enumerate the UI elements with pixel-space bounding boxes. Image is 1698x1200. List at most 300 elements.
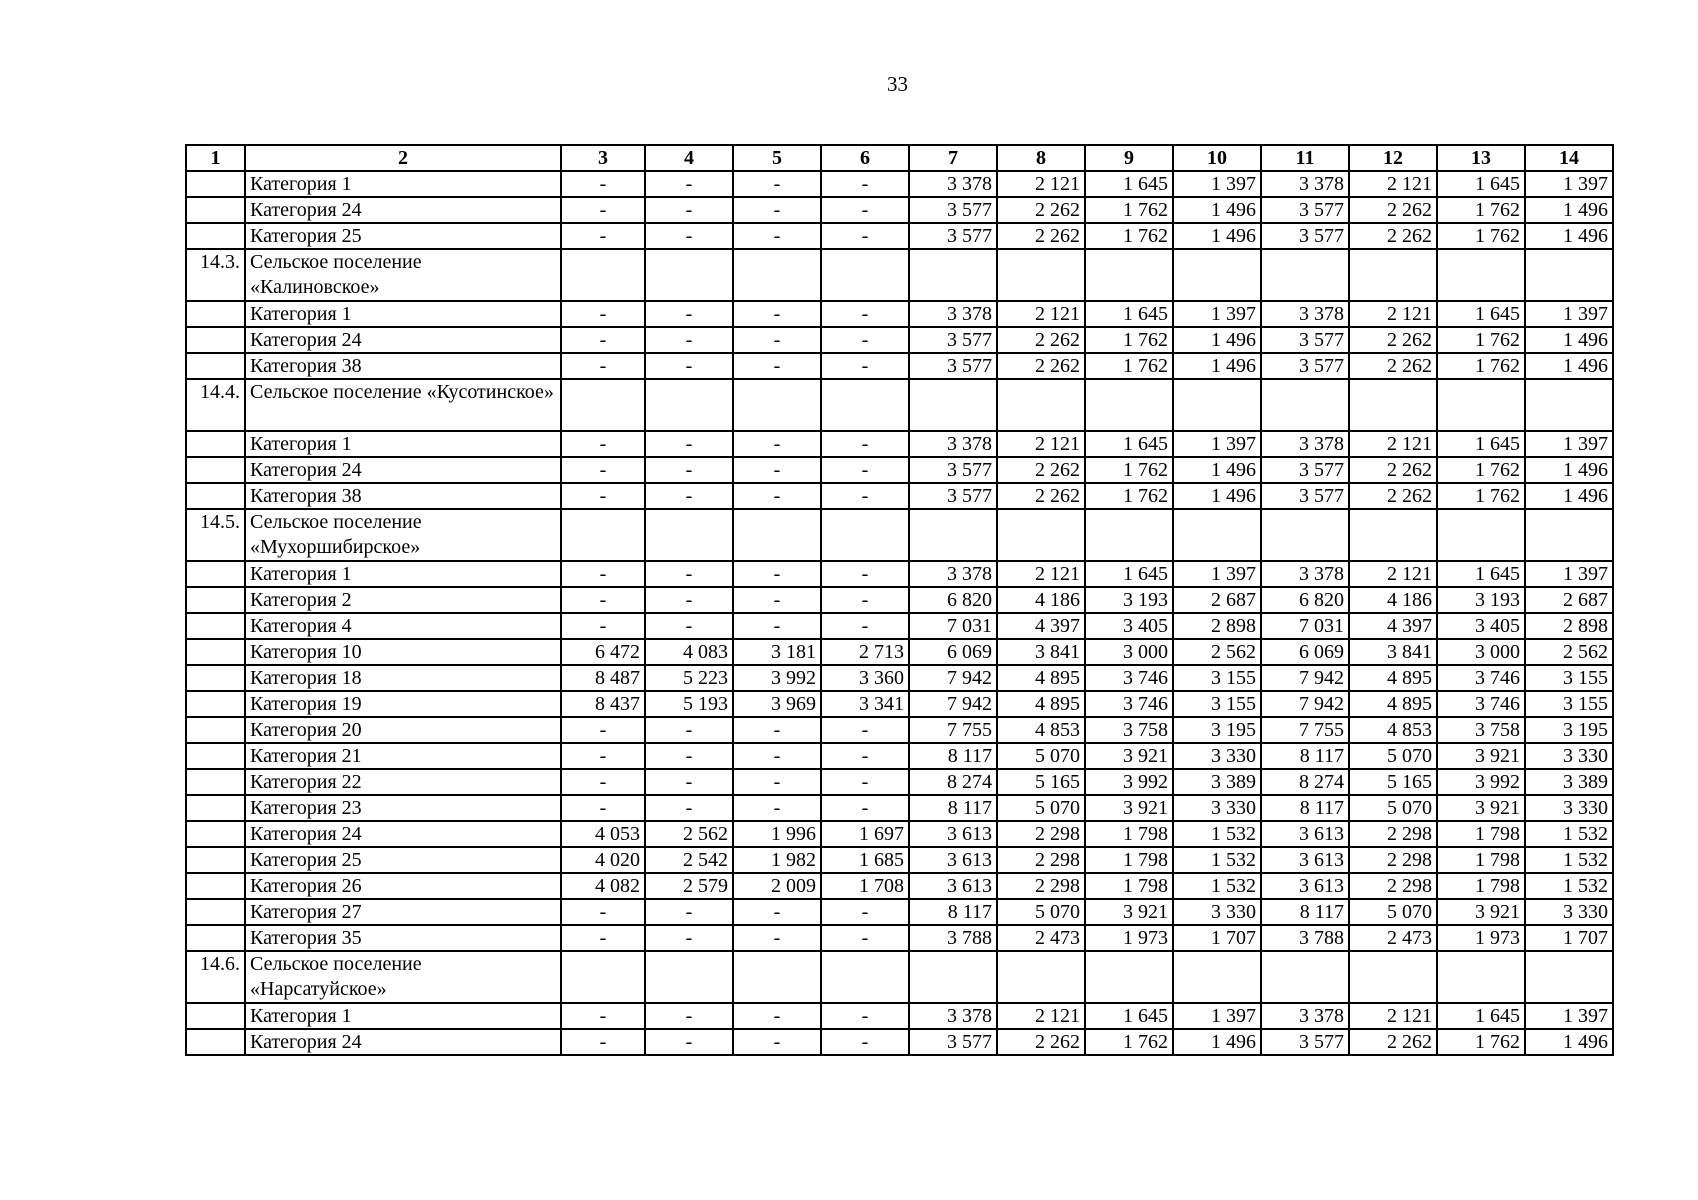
- cell-value: 3 613: [1261, 873, 1349, 899]
- cell-value: 8 117: [909, 899, 997, 925]
- cell-value: 3 992: [733, 665, 821, 691]
- cell-value: [1261, 379, 1349, 431]
- row-name: Категория 24: [245, 457, 561, 483]
- cell-value: 3 577: [1261, 1029, 1349, 1055]
- cell-value: [1525, 951, 1613, 1003]
- cell-value: -: [645, 301, 733, 327]
- cell-value: [1085, 951, 1173, 1003]
- cell-value: 6 472: [561, 639, 645, 665]
- cell-value: 3 330: [1525, 743, 1613, 769]
- cell-value: [1085, 509, 1173, 561]
- cell-value: -: [561, 353, 645, 379]
- row-name: Категория 1: [245, 431, 561, 457]
- cell-value: 3 378: [909, 301, 997, 327]
- cell-value: -: [645, 587, 733, 613]
- cell-value: [909, 379, 997, 431]
- row-name: Категория 26: [245, 873, 561, 899]
- cell-value: -: [821, 925, 909, 951]
- row-code: [186, 691, 245, 717]
- cell-value: 3 389: [1173, 769, 1261, 795]
- row-name: Категория 24: [245, 327, 561, 353]
- cell-value: 6 069: [909, 639, 997, 665]
- table-row: [186, 873, 1613, 899]
- cell-value: 1 496: [1173, 353, 1261, 379]
- column-header: 10: [1173, 145, 1261, 171]
- row-name: Категория 1: [245, 301, 561, 327]
- cell-value: -: [821, 1003, 909, 1029]
- cell-value: [821, 379, 909, 431]
- cell-value: -: [821, 327, 909, 353]
- cell-value: -: [561, 301, 645, 327]
- cell-value: 1 798: [1437, 821, 1525, 847]
- row-code: [186, 925, 245, 951]
- cell-value: 1 973: [1085, 925, 1173, 951]
- cell-value: 6 820: [909, 587, 997, 613]
- row-code: [186, 353, 245, 379]
- row-name: Сельское поселение «Калиновское»: [245, 249, 561, 301]
- cell-value: 3 746: [1437, 665, 1525, 691]
- cell-value: 1 496: [1173, 223, 1261, 249]
- cell-value: 3 360: [821, 665, 909, 691]
- cell-value: 1 532: [1525, 847, 1613, 873]
- cell-value: [997, 249, 1085, 301]
- cell-value: 3 841: [1349, 639, 1437, 665]
- row-name: Категория 18: [245, 665, 561, 691]
- cell-value: 1 762: [1085, 1029, 1173, 1055]
- cell-value: 3 378: [1261, 171, 1349, 197]
- cell-value: 2 687: [1173, 587, 1261, 613]
- cell-value: [1261, 249, 1349, 301]
- table-row: [186, 639, 1613, 665]
- cell-value: 3 330: [1173, 743, 1261, 769]
- cell-value: -: [821, 717, 909, 743]
- cell-value: -: [733, 769, 821, 795]
- row-name: Категория 38: [245, 483, 561, 509]
- cell-value: 8 117: [909, 795, 997, 821]
- row-name: Категория 10: [245, 639, 561, 665]
- cell-value: 2 121: [1349, 561, 1437, 587]
- table-row: [186, 353, 1613, 379]
- row-name: Сельское поселение «Нарсатуйское»: [245, 951, 561, 1003]
- column-header: 5: [733, 145, 821, 171]
- cell-value: -: [821, 197, 909, 223]
- cell-value: 8 117: [909, 743, 997, 769]
- cell-value: 4 083: [645, 639, 733, 665]
- row-name: Категория 19: [245, 691, 561, 717]
- cell-value: 5 070: [1349, 899, 1437, 925]
- cell-value: [1349, 379, 1437, 431]
- cell-value: 5 193: [645, 691, 733, 717]
- cell-value: 3 758: [1437, 717, 1525, 743]
- table-row: [186, 561, 1613, 587]
- cell-value: -: [733, 1029, 821, 1055]
- cell-value: -: [561, 1003, 645, 1029]
- cell-value: 3 921: [1437, 795, 1525, 821]
- cell-value: 1 973: [1437, 925, 1525, 951]
- row-name: Категория 1: [245, 561, 561, 587]
- cell-value: 1 645: [1085, 561, 1173, 587]
- cell-value: -: [561, 613, 645, 639]
- table-row: [186, 899, 1613, 925]
- cell-value: [909, 951, 997, 1003]
- cell-value: 1 685: [821, 847, 909, 873]
- cell-value: 4 853: [997, 717, 1085, 743]
- cell-value: 3 378: [1261, 1003, 1349, 1029]
- cell-value: -: [561, 561, 645, 587]
- cell-value: 5 070: [1349, 795, 1437, 821]
- cell-value: -: [561, 587, 645, 613]
- cell-value: 3 577: [1261, 327, 1349, 353]
- cell-value: 1 762: [1085, 327, 1173, 353]
- cell-value: 3 577: [909, 327, 997, 353]
- row-name: Категория 1: [245, 171, 561, 197]
- cell-value: 2 713: [821, 639, 909, 665]
- cell-value: 2 473: [997, 925, 1085, 951]
- cell-value: 2 121: [997, 301, 1085, 327]
- row-name: Категория 22: [245, 769, 561, 795]
- table-row: [186, 301, 1613, 327]
- cell-value: 2 898: [1173, 613, 1261, 639]
- row-name: Сельское поселение «Мухоршибирское»: [245, 509, 561, 561]
- cell-value: -: [821, 223, 909, 249]
- cell-value: 5 165: [997, 769, 1085, 795]
- cell-value: -: [821, 353, 909, 379]
- table-row: [186, 665, 1613, 691]
- cell-value: -: [821, 1029, 909, 1055]
- cell-value: 1 645: [1437, 1003, 1525, 1029]
- cell-value: 3 330: [1173, 899, 1261, 925]
- row-code: [186, 639, 245, 665]
- cell-value: 4 853: [1349, 717, 1437, 743]
- cell-value: 1 707: [1173, 925, 1261, 951]
- cell-value: 4 895: [997, 665, 1085, 691]
- cell-value: 2 121: [1349, 1003, 1437, 1029]
- cell-value: [645, 379, 733, 431]
- cell-value: -: [645, 171, 733, 197]
- cell-value: 2 542: [645, 847, 733, 873]
- cell-value: 1 496: [1525, 197, 1613, 223]
- cell-value: 1 762: [1085, 483, 1173, 509]
- cell-value: 3 378: [909, 1003, 997, 1029]
- cell-value: 3 155: [1525, 691, 1613, 717]
- table-body: [186, 171, 1613, 1055]
- cell-value: 3 405: [1437, 613, 1525, 639]
- cell-value: 5 070: [997, 743, 1085, 769]
- column-header: 8: [997, 145, 1085, 171]
- row-name: Категория 21: [245, 743, 561, 769]
- cell-value: 3 613: [1261, 821, 1349, 847]
- cell-value: -: [821, 171, 909, 197]
- cell-value: [561, 509, 645, 561]
- cell-value: 3 921: [1085, 795, 1173, 821]
- cell-value: [1173, 951, 1261, 1003]
- column-header: 3: [561, 145, 645, 171]
- cell-value: 3 788: [1261, 925, 1349, 951]
- cell-value: 3 577: [1261, 197, 1349, 223]
- cell-value: 8 274: [909, 769, 997, 795]
- cell-value: 7 755: [909, 717, 997, 743]
- cell-value: -: [821, 613, 909, 639]
- row-name: Категория 24: [245, 821, 561, 847]
- cell-value: 2 262: [997, 197, 1085, 223]
- cell-value: 2 262: [997, 327, 1085, 353]
- cell-value: 3 155: [1173, 691, 1261, 717]
- row-name: Категория 4: [245, 613, 561, 639]
- table-row: [186, 847, 1613, 873]
- cell-value: [645, 951, 733, 1003]
- cell-value: 1 496: [1525, 457, 1613, 483]
- row-name: Категория 35: [245, 925, 561, 951]
- column-header: 12: [1349, 145, 1437, 171]
- cell-value: 1 798: [1437, 873, 1525, 899]
- cell-value: 3 181: [733, 639, 821, 665]
- cell-value: -: [821, 769, 909, 795]
- cell-value: -: [733, 353, 821, 379]
- cell-value: -: [733, 795, 821, 821]
- cell-value: 2 262: [1349, 457, 1437, 483]
- cell-value: 3 155: [1525, 665, 1613, 691]
- table-header-row: [186, 145, 1613, 171]
- row-code: 14.6.: [186, 951, 245, 1003]
- cell-value: [1173, 379, 1261, 431]
- cell-value: 2 298: [1349, 873, 1437, 899]
- cell-value: 3 921: [1085, 899, 1173, 925]
- cell-value: [561, 951, 645, 1003]
- cell-value: -: [561, 1029, 645, 1055]
- cell-value: -: [733, 743, 821, 769]
- cell-value: 2 473: [1349, 925, 1437, 951]
- row-code: [186, 665, 245, 691]
- cell-value: 2 262: [997, 483, 1085, 509]
- cell-value: 4 020: [561, 847, 645, 873]
- cell-value: -: [645, 561, 733, 587]
- cell-value: 4 053: [561, 821, 645, 847]
- table-row: [186, 925, 1613, 951]
- cell-value: 2 121: [997, 431, 1085, 457]
- cell-value: 3 000: [1085, 639, 1173, 665]
- table-row: [186, 691, 1613, 717]
- row-name: Категория 25: [245, 223, 561, 249]
- cell-value: 2 262: [1349, 327, 1437, 353]
- cell-value: 1 496: [1525, 353, 1613, 379]
- cell-value: [561, 379, 645, 431]
- cell-value: [1173, 249, 1261, 301]
- cell-value: -: [733, 561, 821, 587]
- cell-value: 5 223: [645, 665, 733, 691]
- cell-value: 3 577: [1261, 457, 1349, 483]
- row-code: [186, 301, 245, 327]
- cell-value: 4 082: [561, 873, 645, 899]
- cell-value: 1 496: [1525, 223, 1613, 249]
- cell-value: 8 437: [561, 691, 645, 717]
- page-number: 33: [887, 72, 908, 96]
- cell-value: -: [645, 457, 733, 483]
- cell-value: [997, 379, 1085, 431]
- section-row: [186, 951, 1613, 1003]
- cell-value: 1 496: [1173, 1029, 1261, 1055]
- cell-value: [1525, 249, 1613, 301]
- cell-value: 3 577: [909, 353, 997, 379]
- table-row: [186, 717, 1613, 743]
- cell-value: 2 262: [1349, 223, 1437, 249]
- row-code: [186, 171, 245, 197]
- row-code: [186, 769, 245, 795]
- cell-value: 1 532: [1525, 821, 1613, 847]
- cell-value: -: [821, 561, 909, 587]
- cell-value: [733, 249, 821, 301]
- cell-value: [733, 951, 821, 1003]
- cell-value: 1 496: [1525, 327, 1613, 353]
- cell-value: 3 577: [909, 197, 997, 223]
- cell-value: 5 070: [997, 899, 1085, 925]
- row-name: Категория 25: [245, 847, 561, 873]
- cell-value: 3 746: [1085, 665, 1173, 691]
- cell-value: -: [645, 353, 733, 379]
- column-header: 11: [1261, 145, 1349, 171]
- cell-value: 7 942: [1261, 665, 1349, 691]
- cell-value: 6 069: [1261, 639, 1349, 665]
- cell-value: 3 378: [909, 171, 997, 197]
- cell-value: 1 762: [1437, 353, 1525, 379]
- cell-value: 2 009: [733, 873, 821, 899]
- cell-value: 4 186: [997, 587, 1085, 613]
- cell-value: 1 762: [1437, 457, 1525, 483]
- cell-value: 3 330: [1525, 795, 1613, 821]
- cell-value: 2 262: [1349, 197, 1437, 223]
- cell-value: -: [821, 483, 909, 509]
- cell-value: -: [645, 743, 733, 769]
- cell-value: 2 121: [1349, 171, 1437, 197]
- cell-value: 3 921: [1085, 743, 1173, 769]
- row-code: [186, 483, 245, 509]
- column-header: 2: [245, 145, 561, 171]
- row-name: Категория 38: [245, 353, 561, 379]
- cell-value: 3 613: [909, 847, 997, 873]
- cell-value: [645, 249, 733, 301]
- cell-value: 3 577: [909, 223, 997, 249]
- cell-value: 3 378: [1261, 561, 1349, 587]
- cell-value: 4 397: [1349, 613, 1437, 639]
- row-code: [186, 743, 245, 769]
- cell-value: 1 708: [821, 873, 909, 899]
- row-code: 14.5.: [186, 509, 245, 561]
- cell-value: 5 070: [1349, 743, 1437, 769]
- cell-value: [733, 379, 821, 431]
- cell-value: -: [733, 457, 821, 483]
- section-row: [186, 249, 1613, 301]
- cell-value: 3 758: [1085, 717, 1173, 743]
- cell-value: -: [561, 197, 645, 223]
- cell-value: -: [733, 223, 821, 249]
- cell-value: 4 895: [1349, 665, 1437, 691]
- cell-value: -: [821, 587, 909, 613]
- cell-value: -: [561, 457, 645, 483]
- cell-value: 1 996: [733, 821, 821, 847]
- cell-value: [733, 509, 821, 561]
- cell-value: 2 121: [997, 171, 1085, 197]
- cell-value: 8 117: [1261, 795, 1349, 821]
- table-row: [186, 1003, 1613, 1029]
- cell-value: 3 378: [909, 431, 997, 457]
- cell-value: 7 755: [1261, 717, 1349, 743]
- row-code: [186, 327, 245, 353]
- cell-value: 1 532: [1173, 873, 1261, 899]
- cell-value: -: [645, 613, 733, 639]
- table-row: [186, 743, 1613, 769]
- cell-value: 8 487: [561, 665, 645, 691]
- cell-value: -: [821, 899, 909, 925]
- row-name: Сельское поселение «Кусотинское»: [245, 379, 561, 431]
- cell-value: 1 397: [1173, 1003, 1261, 1029]
- row-code: [186, 223, 245, 249]
- cell-value: -: [645, 1029, 733, 1055]
- cell-value: 7 031: [909, 613, 997, 639]
- row-code: [186, 899, 245, 925]
- cell-value: 3 841: [997, 639, 1085, 665]
- cell-value: -: [821, 743, 909, 769]
- cell-value: -: [645, 327, 733, 353]
- cell-value: -: [733, 1003, 821, 1029]
- cell-value: 2 687: [1525, 587, 1613, 613]
- cell-value: 1 798: [1085, 847, 1173, 873]
- section-row: [186, 509, 1613, 561]
- cell-value: 2 262: [997, 353, 1085, 379]
- cell-value: 2 262: [997, 223, 1085, 249]
- cell-value: 3 746: [1085, 691, 1173, 717]
- cell-value: 3 193: [1085, 587, 1173, 613]
- cell-value: -: [733, 171, 821, 197]
- cell-value: [1085, 249, 1173, 301]
- cell-value: [1525, 509, 1613, 561]
- row-code: 14.4.: [186, 379, 245, 431]
- column-header: 1: [186, 145, 245, 171]
- cell-value: 3 613: [1261, 847, 1349, 873]
- column-header: 7: [909, 145, 997, 171]
- cell-value: -: [561, 925, 645, 951]
- cell-value: 2 121: [997, 1003, 1085, 1029]
- cell-value: -: [733, 431, 821, 457]
- cell-value: 1 762: [1085, 457, 1173, 483]
- cell-value: 2 298: [997, 821, 1085, 847]
- cell-value: -: [645, 717, 733, 743]
- cell-value: 3 788: [909, 925, 997, 951]
- cell-value: -: [733, 925, 821, 951]
- cell-value: 4 397: [997, 613, 1085, 639]
- cell-value: [1261, 951, 1349, 1003]
- cell-value: [1261, 509, 1349, 561]
- cell-value: -: [821, 301, 909, 327]
- cell-value: -: [561, 171, 645, 197]
- cell-value: 5 070: [997, 795, 1085, 821]
- row-name: Категория 27: [245, 899, 561, 925]
- cell-value: 4 895: [997, 691, 1085, 717]
- cell-value: -: [561, 717, 645, 743]
- cell-value: 4 895: [1349, 691, 1437, 717]
- cell-value: 3 330: [1525, 899, 1613, 925]
- cell-value: 2 898: [1525, 613, 1613, 639]
- row-code: [186, 821, 245, 847]
- cell-value: 1 496: [1173, 327, 1261, 353]
- table-row: [186, 457, 1613, 483]
- cell-value: 1 397: [1173, 301, 1261, 327]
- cell-value: -: [733, 301, 821, 327]
- cell-value: 2 121: [997, 561, 1085, 587]
- row-code: [186, 873, 245, 899]
- row-code: [186, 431, 245, 457]
- section-row: [186, 379, 1613, 431]
- cell-value: 3 577: [909, 483, 997, 509]
- cell-value: -: [821, 457, 909, 483]
